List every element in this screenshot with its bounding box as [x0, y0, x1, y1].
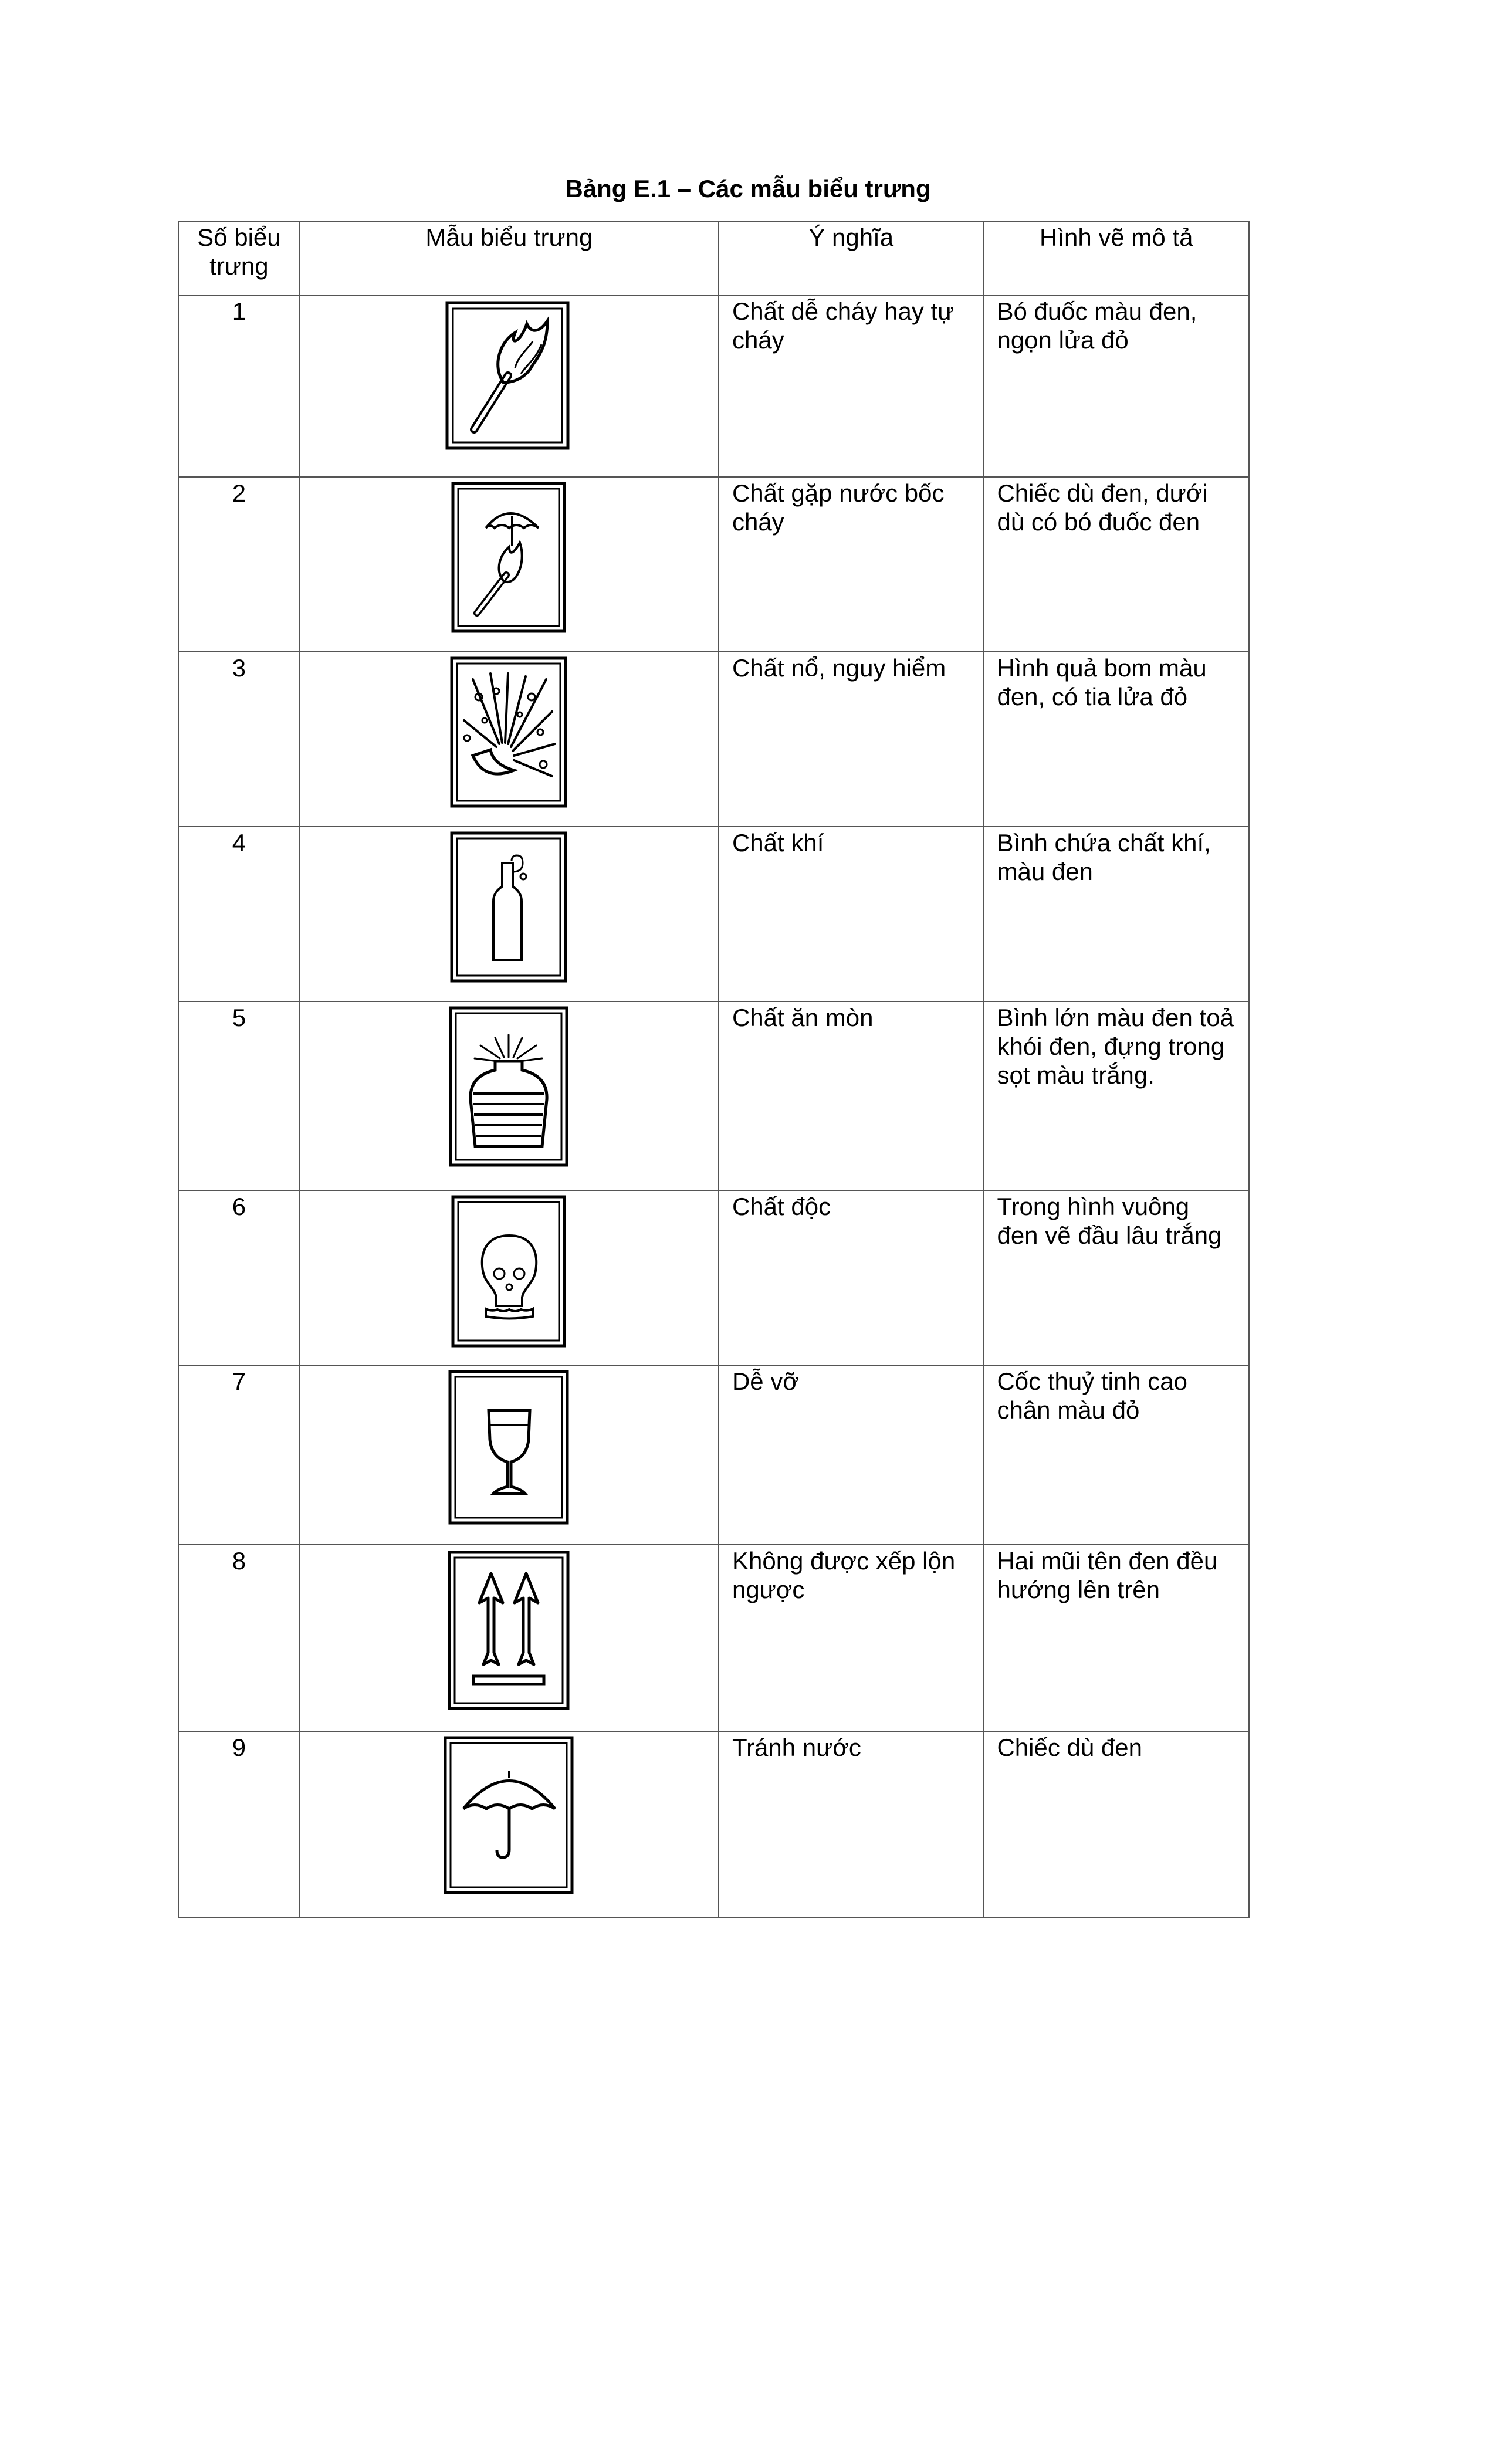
meaning-cell: Dễ vỡ — [719, 1365, 984, 1545]
header-meaning: Ý nghĩa — [719, 221, 984, 295]
description-cell: Bó đuốc màu đen, ngọn lửa đỏ — [983, 295, 1249, 477]
row-number: 8 — [178, 1545, 300, 1731]
description-cell: Chiếc dù đen, dưới dù có bó đuốc đen — [983, 477, 1249, 652]
torch-icon — [445, 300, 574, 453]
description-cell: Cốc thuỷ tinh cao chân màu đỏ — [983, 1365, 1249, 1545]
symbol-cell — [300, 477, 719, 652]
header-description: Hình vẽ mô tả — [983, 221, 1249, 295]
meaning-cell: Chất độc — [719, 1190, 984, 1365]
row-number: 6 — [178, 1190, 300, 1365]
meaning-cell: Chất gặp nước bốc cháy — [719, 477, 984, 652]
header-number: Số biểu trưng — [178, 221, 300, 295]
row-number: 1 — [178, 295, 300, 477]
row-number: 2 — [178, 477, 300, 652]
meaning-cell: Chất ăn mòn — [719, 1001, 984, 1190]
table-row — [178, 1731, 1249, 1918]
table-row — [178, 652, 1249, 827]
description-cell: Trong hình vuông đen vẽ đầu lâu trắng — [983, 1190, 1249, 1365]
table-row — [178, 1365, 1249, 1545]
table-row — [178, 1001, 1249, 1190]
umbrella-torch-icon — [451, 481, 568, 635]
table-row — [178, 827, 1249, 1001]
skull-icon — [451, 1194, 568, 1349]
meaning-cell: Chất nổ, nguy hiểm — [719, 652, 984, 827]
description-cell: Bình lớn màu đen toả khói đen, đựng trong sọt màu trắng. — [983, 1001, 1249, 1190]
explosion-icon — [449, 656, 569, 810]
meaning-cell: Không được xếp lộn ngược — [719, 1545, 984, 1731]
meaning-cell: Chất dễ cháy hay tự cháy — [719, 295, 984, 477]
symbol-cell — [300, 1365, 719, 1545]
symbol-cell — [300, 295, 719, 477]
table-row — [178, 1190, 1249, 1365]
this-way-up-arrows-icon — [447, 1550, 571, 1713]
description-cell: Hình quả bom màu đen, có tia lửa đỏ — [983, 652, 1249, 827]
description-cell: Hai mũi tên đen đều hướng lên trên — [983, 1545, 1249, 1731]
symbols-table — [178, 221, 1250, 1918]
description-cell: Chiếc dù đen — [983, 1731, 1249, 1918]
table-row — [178, 477, 1249, 652]
symbol-cell — [300, 1731, 719, 1918]
row-number: 5 — [178, 1001, 300, 1190]
symbol-cell — [300, 827, 719, 1001]
wine-glass-icon — [448, 1369, 571, 1528]
table-title: Bảng E.1 – Các mẫu biểu trưng — [565, 175, 931, 202]
symbol-cell — [300, 1545, 719, 1731]
header-symbol: Mẫu biểu trưng — [300, 221, 719, 295]
symbol-cell — [300, 652, 719, 827]
description-cell: Bình chứa chất khí, màu đen — [983, 827, 1249, 1001]
meaning-cell: Tránh nước — [719, 1731, 984, 1918]
row-number: 4 — [178, 827, 300, 1001]
symbol-cell — [300, 1001, 719, 1190]
row-number: 7 — [178, 1365, 300, 1545]
corrosive-vessel-icon — [448, 1006, 570, 1170]
umbrella-icon — [443, 1735, 576, 1897]
table-row — [178, 1545, 1249, 1731]
gas-bottle-icon — [449, 831, 569, 984]
row-number: 3 — [178, 652, 300, 827]
symbol-cell — [300, 1190, 719, 1365]
table-row — [178, 295, 1249, 477]
meaning-cell: Chất khí — [719, 827, 984, 1001]
row-number: 9 — [178, 1731, 300, 1918]
table-header-row — [178, 221, 1249, 295]
